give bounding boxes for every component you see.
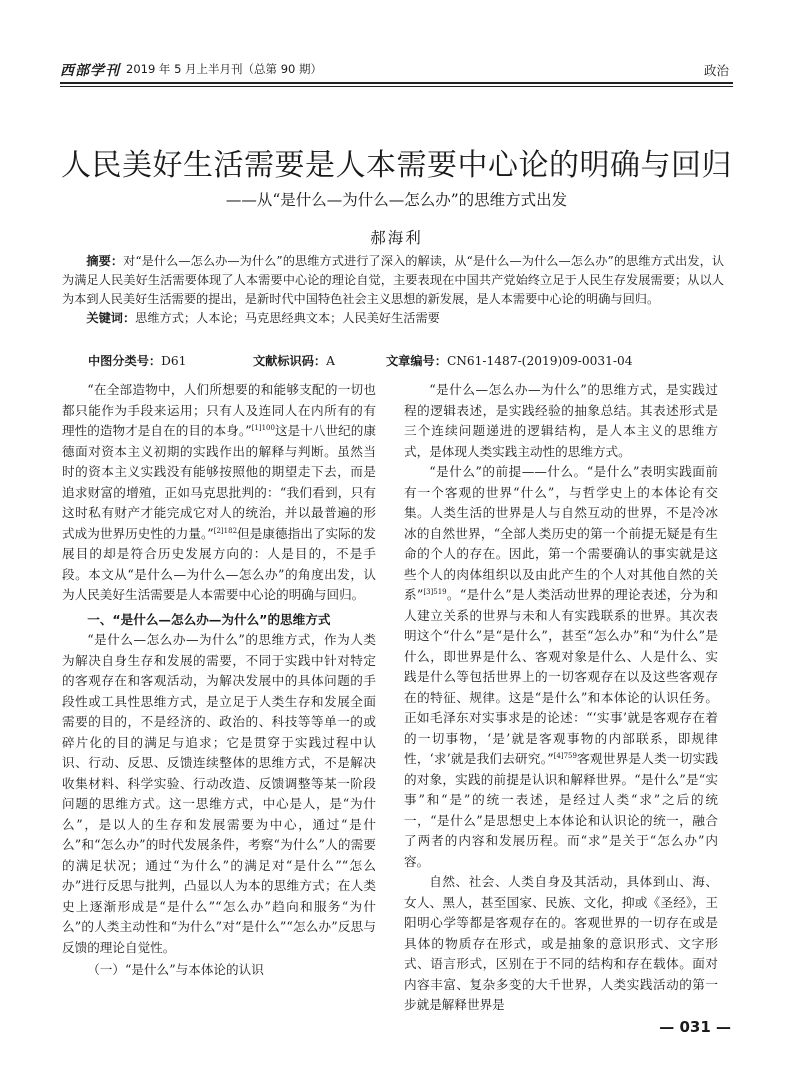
clc-value: D61	[161, 354, 187, 368]
page-number: — 031 —	[659, 1018, 731, 1036]
citation: [3]519	[423, 587, 447, 596]
article-no-value: CN61-1487-(2019)09-0031-04	[446, 354, 633, 368]
keywords-label: 关键词：	[86, 311, 136, 325]
header-rule	[60, 82, 733, 84]
doc-code-label: 文献标识码：	[253, 354, 327, 368]
citation: [1]100	[251, 423, 275, 432]
abstract	[62, 252, 724, 328]
keywords-line	[62, 309, 724, 328]
right-column	[404, 380, 718, 1016]
body-paragraph	[404, 462, 718, 872]
issue-info: 2019 年 5 月上半月刊（总第 90 期）	[126, 62, 322, 76]
paragraph-text: 这是十八世纪的康德面对资本主义初期的实践作出的解释与判断。虽然当时的资本主义实践没有能够按照他的期望走下去，而是追求财富的增殖，正如马克思批判的：“我们看到，只有这时私有财产才能完成它对人的统治，并以最普遍的形式成为世界历史性的力量。”	[62, 423, 377, 541]
paragraph-text: 但是康德指出了实际的发展目的却是符合历史发展方向的：人是目的，不是手段。本文从“是什么—为什么—怎么办”的角度出发，认为人民美好生活需要是人本需要中心论的明确与回归。	[62, 525, 377, 602]
section-heading: 一、“是什么—怎么办—为什么”的思维方式	[87, 611, 331, 627]
left-column	[62, 380, 376, 981]
body-paragraph: “是什么—怎么办—为什么”的思维方式，作为人类为解决自身生存和发展的需要，不同于实践中针对特定的客观存在和客观活动，为解决发展中的具体问题的手段性或工具性思维方式，是立足于人类生存和发展全面需要的目的，不是经济的、政治的、科技等等单一的或碎片化的目的满足与追求；它是贯穿于实践过程中认识、行动、反思、反馈连续整体的思维方式，不是解决收集材料、科学实验、行动改造、反馈调整等某一阶段问题的思维方式。这一思维方式，中心是人，是“为什么”，是以人的生存和发展需要为中心，通过“是什么”和“怎么办”的时代发展条件，考察“为什么”人的需要的满足状况；通过“为什么”的满足对“是什么”“怎么办”进行反思与批判，凸显以人为本的思维方式；在人类史上逐渐形成是“是什么”“怎么办”趋向和服务“为什么”的人类主动性和“为什么”对“是什么”“怎么办”反思与反馈的理论自觉性。	[62, 632, 376, 955]
clc-number	[88, 352, 186, 369]
article-no-label: 文章编号：	[386, 354, 447, 368]
journal-logo: 西部学刊	[60, 63, 120, 79]
article-number	[386, 352, 632, 369]
paragraph-text: “在全部造物中，人们所想要的和能够支配的一切也都只能作为手段来运用；只有人及连同人在内所有的有理性的造物才是自在的目的本身。”	[62, 382, 376, 438]
abstract-paragraph	[62, 252, 724, 309]
author-name: 郝海利	[370, 229, 423, 247]
keywords-text: 思维方式；人本论；马克思经典文本；人民美好生活需要	[135, 311, 440, 325]
paragraph-text: 客观世界是人类一切实践的对象，实践的前提是认识和解释世界。“是什么”是“实事”和“是”的统一表述，是经过人类“求”之后的统一，“是什么”是思想史上本体论和认识论的统一，融合了两者的内容和发展历程。而“求”是关于“怎么办”内容。	[404, 751, 718, 869]
citation: [2]182	[213, 526, 238, 535]
article-subtitle: ——从“是什么—为什么—怎么办”的思维方式出发	[225, 191, 568, 209]
abstract-label: 摘要：	[86, 254, 124, 268]
subsection-heading: （一）“是什么”与本体论的认识	[87, 962, 264, 977]
citation: [4]759	[553, 751, 577, 760]
running-header	[60, 60, 733, 82]
clc-label: 中图分类号：	[88, 354, 162, 368]
article-title: 人民美好生活需要是人本需要中心论的明确与回归	[61, 148, 732, 183]
abstract-text: 对“是什么—怎么办—为什么”的思维方式进行了深入的解读，从“是什么—为什么—怎么办”的思维方式出发，认为满足人民美好生活需要体现了人本需要中心论的理论自觉，主要表现在中国共产党始终立足于人民生存发展需要；从以人为本到人民美好生活需要的提出，是新时代中国特色社会主义思想的新发展，是人本需要中心论的明确与回归。	[62, 254, 724, 306]
section-name: 政治	[703, 63, 729, 78]
paragraph-text: “是什么”的前提——什么。“是什么”表明实践面前有一个客观的世界“什么”，与哲学史上的本体论有交集。人类生活的世界是人与自然互动的世界，不是冷冰冰的自然世界，“全部人类历史的第一个前提无疑是有生命的个人的存在。因此，第一个需要确认的事实就是这些个人的肉体组织以及由此产生的个人对其他自然的关系”	[404, 464, 718, 602]
document-code	[253, 352, 335, 369]
body-paragraph	[62, 380, 376, 606]
header-rule-thin	[60, 86, 733, 87]
paragraph-text: 。“是什么”是人类活动世界的理论表述，分为和人建立关系的世界与未和人有实践联系的世界。其次表明这个“什么”是“是什么”，甚至“怎么办”和“为什么”是什么，即世界是什么、客观对象是什么、人是什么、实践是什么等包括世界上的一切客观存在以及这些客观存在的特征、规律。这是“是什么”和本体论的认识任务。正如毛泽东对实事求是的论述：“‘实事’就是客观存在着的一切事物，‘是’就是客观事物的内部联系，即规律性，‘求’就是我们去研究。”	[404, 587, 718, 766]
body-paragraph: “是什么—怎么办—为什么”的思维方式，是实践过程的逻辑表述，是实践经验的抽象总结。其表述形式是三个连续问题递进的逻辑结构，是人本主义的思维方式，是体现人类实践主动性的思维方式。	[404, 382, 718, 459]
body-paragraph: 自然、社会、人类自身及其活动，具体到山、海、女人、黑人，甚至国家、民族、文化，抑或《圣经》，王阳明心学等都是客观存在的。客观世界的一切存在或是具体的物质存在形式，或是抽象的意识形式、文字形式、语言形式，区别在于不同的结构和存在载体。面对内容丰富、复杂多变的大千世界，人类实践活动的第一步就是解释世界是	[404, 874, 718, 1012]
doc-code-value: A	[326, 354, 335, 368]
